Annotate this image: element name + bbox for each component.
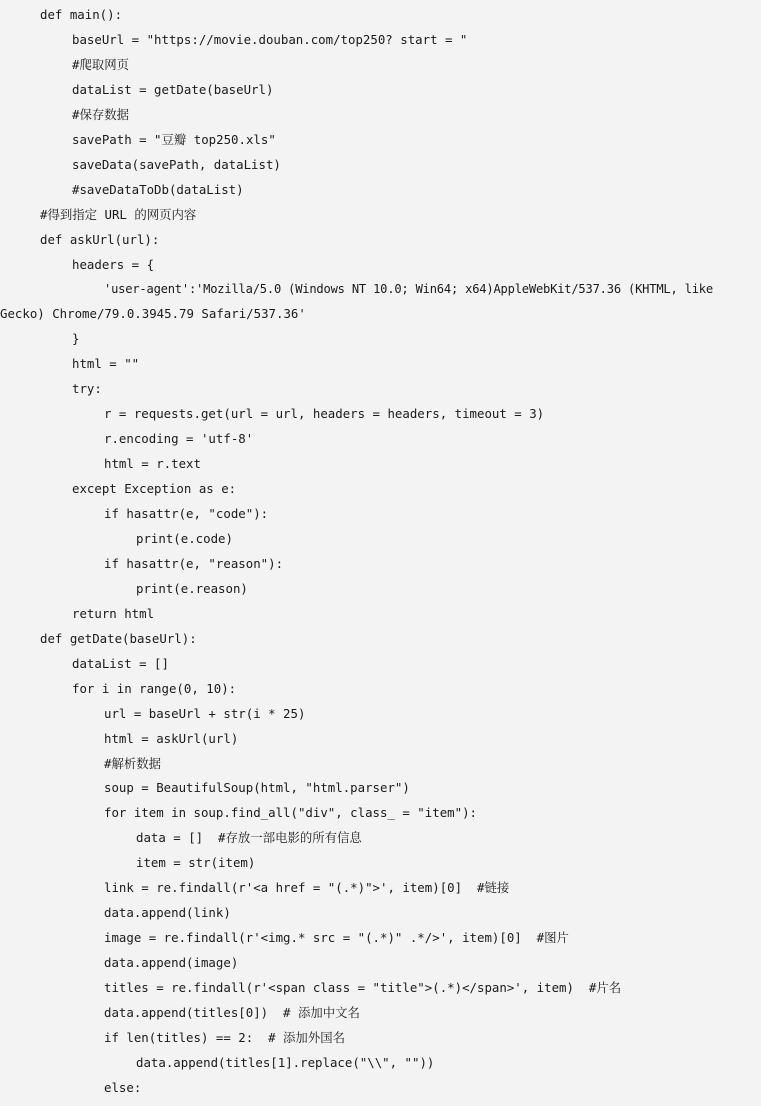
code-line: data = [] #存放一部电影的所有信息 (136, 830, 362, 846)
code-line: #saveDataToDb(dataList) (72, 181, 244, 197)
code-line: return html (72, 605, 155, 621)
code-line: savePath = "豆瓣 top250.xls" (72, 131, 276, 147)
code-line: 'user-agent':'Mozilla/5.0 (Windows NT 10.0; Win64; x64)AppleWebKit/537.36 (KHTML, like (104, 282, 713, 297)
code-line: if len(titles) == 2: # 添加外国名 (104, 1029, 345, 1045)
code-line: if hasattr(e, "code"): (104, 506, 269, 521)
code-line: url = baseUrl + str(i * 25) (104, 705, 306, 721)
code-line: try: (72, 381, 102, 397)
code-line: r.encoding = 'utf-8' (104, 431, 254, 447)
code-line: data.append(titles[1].replace("\\", "")) (136, 1054, 435, 1070)
code-line: } (72, 331, 80, 347)
code-line: data.append(link) (104, 905, 231, 921)
code-line: def askUrl(url): (40, 231, 160, 247)
code-line: #爬取网页 (72, 56, 130, 72)
code-line: html = r.text (104, 456, 201, 472)
code-line: data.append(titles[0]) # 添加中文名 (104, 1005, 360, 1020)
code-line: else: (104, 1079, 142, 1095)
code-line: #解析数据 (104, 755, 162, 771)
code-line: #得到指定 URL 的网页内容 (40, 206, 197, 222)
code-line: dataList = getDate(baseUrl) (72, 81, 274, 97)
code-line: baseUrl = "https://movie.douban.com/top250? start = " (72, 31, 468, 47)
code-line: titles = re.findall(r'<span class = "title">(.*)</span>', item) #片名 (104, 980, 622, 996)
code-line: r = requests.get(url = url, headers = headers, timeout = 3) (104, 406, 545, 422)
code-line: if hasattr(e, "reason"): (104, 555, 284, 571)
code-line: item = str(item) (136, 855, 256, 871)
code-line: headers = { (72, 256, 155, 272)
code-line: soup = BeautifulSoup(html, "html.parser") (104, 780, 410, 796)
code-line: Gecko) Chrome/79.0.3945.79 Safari/537.36' (0, 306, 306, 322)
code-line: print(e.reason) (136, 580, 248, 596)
code-line: saveData(savePath, dataList) (72, 156, 281, 172)
code-line: for item in soup.find_all("div", class_ = "item"): (104, 805, 477, 821)
code-line: dataList = [] (72, 655, 169, 671)
code-line: link = re.findall(r'<a href = "(.*)">', item)[0] #链接 (104, 880, 510, 896)
code-line: #保存数据 (72, 106, 130, 122)
code-line: def getDate(baseUrl): (40, 630, 197, 646)
code-line: for i in range(0, 10): (72, 680, 237, 696)
code-line: except Exception as e: (72, 481, 237, 497)
code-line: html = askUrl(url) (104, 730, 239, 746)
code-line: html = "" (72, 356, 140, 372)
code-line: def main(): (40, 7, 123, 22)
code-line: data.append(image) (104, 955, 239, 971)
code-line: image = re.findall(r'<img.* src = "(.*)" .*/>', item)[0] #图片 (104, 930, 569, 946)
code-line: print(e.code) (136, 530, 233, 546)
